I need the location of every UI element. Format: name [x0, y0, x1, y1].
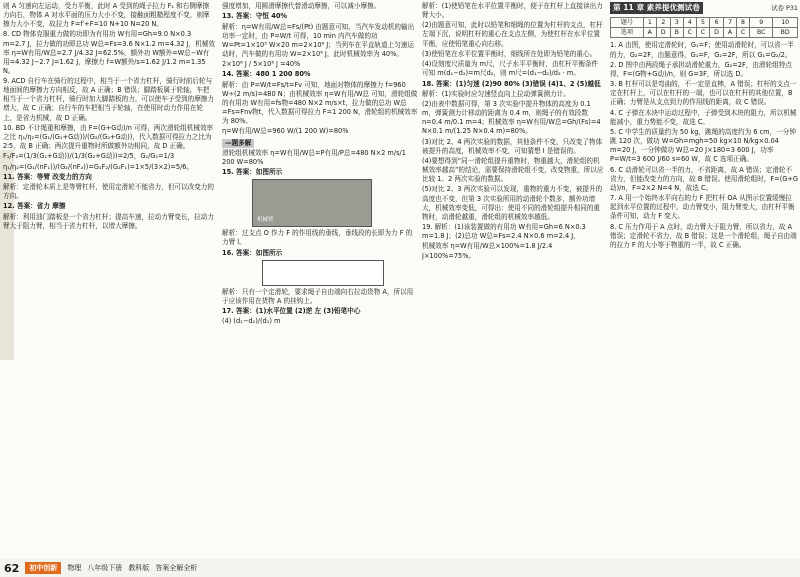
formula: 滑轮组机械效率 η=W有用/W总=P有用/P总=480 N×2 m/s/1 200 W=80%	[222, 148, 406, 166]
paragraph: (2)由题意可知，此时以铅笔和细绳的位置为杠杆的支点，杠杆左端下沉，说明杠杆的重心在支点左侧，为使杠杆在水平位置平衡，应使铅笔重心向右移。	[422, 21, 603, 48]
table-row	[611, 28, 798, 38]
paragraph: 5. C 中学生的质量约为 50 kg，跳绳的高度约为 6 cm，一分钟跳 120 次，做功 W=Gh=mgh=50 kg×10 N/kg×0.04 m=20 J，一分钟做功 W总=20 J×180=3 600 J，功率 P=W/t=3 600 J/60 s=60 W，故 C 选项正确。	[610, 128, 796, 164]
paragraph: 1. A 由图，使用定滑轮时，G₁=F；使用动滑轮时，可以省一半的力，G₂=2F，由题意得，G₁=F，G₂=2F，所以 G₁=G₂/2。	[610, 41, 794, 59]
table-cell: 10	[773, 18, 798, 28]
paragraph: 强度增加，用圆滑摩擦代替滑动摩擦，可以减小摩擦。	[222, 2, 381, 10]
answer-line: 17. 答案：(1)水平位置 (2)逆 左 (3)铅笔中心	[222, 307, 361, 316]
paragraph: 4. C 子弹在木块中运动过程中，子弹受到木块的阻力，所以机械能减小，重力势能不变，故选 C。	[610, 108, 797, 126]
paragraph: 解析：η=W有用/W总=Fs/(Pt) 由题意可知，当汽车发动机的输出功率一定时，由 P=W/t 可得，10 min 内汽车做的功 W=Pt=1×10⁵ W×20 m=2×10⁶ J；当列车在平直轨道上匀速运动时，汽车做的有用功 W=2×10⁶ J，此时机械效率为 40%。	[222, 22, 415, 58]
table-cell: 6	[709, 18, 723, 28]
paragraph: 8. C 压力作用于 A 点时，动力臂大于阻力臂，所以省力，故 A 错误；定滑轮不省力，故 B 错误；这是一个滑轮组，绳子自由端的拉力 F 的大小等于物重的一半，故 C 正确。	[610, 222, 797, 249]
answer-table	[610, 17, 798, 38]
paragraph: (4)设刻度尺质量为 m尺，尺子水平平衡时，由杠杆平衡条件可知 m(d₁−d₂)=m尺d₂，则 m尺=(d₁−d₂)/d₂ · m。	[422, 60, 599, 78]
grade-label: 八年级下册	[87, 564, 123, 572]
table-cell: D	[709, 28, 723, 38]
table-cell: C	[736, 28, 749, 38]
paragraph: 解析：过支点 O 作力 F 的作用线的垂线，垂线段的长即为力 F 的力臂 l。	[222, 229, 413, 247]
paragraph: 6. C 动滑轮可以省一半的力，不省距离，故 A 错误；定滑轮不省力，但能改变力的方向，故 B 错误。使用滑轮组时，F=(G+G动)/n，F=2×2 N=4 N，故选 C。	[610, 165, 798, 192]
column-4	[610, 2, 798, 544]
answer-line: 14. 答案：480 1 200 80%	[222, 70, 311, 79]
subject-label: 物理	[67, 564, 82, 572]
mechanical-arm-figure	[252, 179, 372, 227]
paragraph: (4)要想得到“同一滑轮组提升重物时，物重越大，滑轮组的机械效率越高”的结论，需要保持滑轮组不变，改变物重，所以应比较 1、2 两次实验的数据。	[422, 157, 604, 184]
chapter-title: 第 11 章 素养提优测试卷	[610, 2, 703, 14]
paragraph: (3)使铅笔在水平位置平衡时，细线所在处即为铅笔的重心。	[422, 49, 597, 58]
column-2	[222, 2, 418, 544]
paragraph: (5)对比 2、3 两次实验可以发现，重物的重力不变，被提升的高度也不变，但第 3 次实验所用的动滑轮个数多，额外功增大，机械效率变低，可得出：使用不同的滑轮组提升相同的重物时，动滑轮越重，滑轮组的机械效率越低。	[422, 185, 603, 221]
paragraph: 3. B 杠杆可以是弯曲的，不一定是直棒，A 错误；杠杆的支点一定在杠杆上，可以在杠杆的一端，也可以在杠杆的其他位置，B 正确；力臂是从支点到力的作用线的距离，故 C 错误。	[610, 80, 797, 107]
paragraph: 解析：定滑轮本质上是等臂杠杆，使用定滑轮不能省力，但可以改变力的方向。	[3, 183, 214, 201]
answer-line: 13. 答案：守恒 40%	[222, 12, 288, 21]
table-cell: B	[670, 28, 683, 38]
table-cell: A	[724, 28, 737, 38]
paragraph: 10. BD 不计绳重和摩擦，由 F=(G+G动)/n 可得，两次滑轮组机械效率之比 η₁/η₂=(G₁/(G₁+G动))/(G₂/(G₂+G动))，代入数据可得拉力之比为 2∶5，故 B 正确；两次提升重物时所做额外功相同，故 D 正确。	[3, 123, 214, 150]
table-cell: 5	[696, 18, 709, 28]
page-footer	[0, 559, 800, 577]
table-cell: 选项	[611, 28, 644, 38]
paragraph: 9. ACD 自行车在骑行的过程中，相当于一个省力杠杆，骑行时前后轮与地面间的摩擦力方向相反，故 A 正确；B 错误；脚踏板属于轮轴，车把相当于一个省力杠杆，骑行时加大脚踏板的力，可以使车子受到的摩擦力增大，故 C 正确；自行车的车把相当于轮轴，在使用时动力作用在轮上，是省力机械，故 D 正确。	[3, 77, 214, 122]
paragraph: 7. A 用一个始终水平向右的力 F 把杠杆 OA 从图示位置缓慢拉起到水平位置的过程中，动力臂变小，阻力臂变大，由杠杆平衡条件可知，动力 F 变大。	[610, 194, 795, 221]
table-cell: C	[683, 28, 696, 38]
table-cell: 2	[656, 18, 670, 28]
edition-label: 教科版	[128, 564, 150, 572]
paragraph: 8. CD 物体克服重力做的功即为有用功 W有用=Gh=9.0 N×0.3 m=2.7 J，拉力做的功即总功 W总=Fs=3.6 N×1.2 m=4.32 J，机械效率 η=W有用/W总=2.7 J/4.32 J=62.5%，额外功 W额外=W总−W有用=4.32 J−2.7 J=1.62 J，摩擦力 f=W额外/s=1.62 J/1.2 m=1.35 N。	[3, 30, 215, 75]
table-cell: 1	[643, 18, 656, 28]
figure-label: 机械臂	[257, 216, 274, 223]
paragraph: 解析：(1)实验时应匀速竖直向上拉动弹簧测力计。	[422, 89, 570, 98]
paragraph: 解析：(1)使铅笔在水平位置平衡时，便于在杠杆上直接读出力臂大小。	[422, 2, 603, 20]
chapter-header	[610, 2, 798, 14]
brand-label: 初中创新	[25, 562, 61, 574]
table-cell: 题号	[611, 18, 644, 28]
table-cell: 8	[736, 18, 749, 28]
table-cell: BD	[773, 28, 798, 38]
paragraph: 解析：利用油门踏板是一个省力杠杆；提高车速，拉动力臂变长，拉动力臂大于阻力臂，相当于省力杠杆，以增大摩擦。	[3, 212, 214, 230]
column-1	[3, 2, 215, 544]
paragraph: (3)对比 2、4 两次实验的数据，其他条件不变，只改变了物体被提升的高度，机械效率不变，可知猜想 I 是错误的。	[422, 137, 603, 155]
table-cell: 9	[750, 18, 773, 28]
table-cell: 3	[670, 18, 683, 28]
table-cell: C	[696, 28, 709, 38]
paragraph: 解析：只有一个定滑轮，要求绳子自由端向右拉动货物 A，所以用于应该作用在货物 A 的挂钩上。	[222, 287, 414, 305]
formula: 2×10⁶ J / 5×10⁶ J =40%	[222, 60, 301, 69]
answer-label: 答案全解全析	[155, 564, 198, 572]
table-cell: D	[656, 28, 670, 38]
formula: (4) (d₁−d₂)/(d₁) m	[222, 317, 281, 326]
paragraph: (2)由表中数据可得，第 3 次实验中提升物体的高度为 0.1 m，弹簧测力计移动的距离为 0.4 m，则绳子的有效段数 n=0.4 m/0.1 m=4；机械效率 η=W有用/W总=Gh/(Fs)=4 N×0.1 m/(1.25 N×0.4 m)=80%。	[422, 100, 601, 136]
pulley-diagram	[262, 260, 384, 286]
table-cell: BC	[750, 28, 773, 38]
answer-line: 11. 答案：等臂 改变力的方向	[3, 172, 92, 181]
formula: F₁/F₂=(1/3(G₁+G动))/(1/3(G₂+G动))=2/5，G₁/G₂=1/3	[3, 152, 175, 161]
paragraph: 解析：由 P=W/t=Fs/t=Fv 可知，地面对物体的摩擦力 f=960 W÷(2 m/s)=480 N；由机械效率 η=W有用/W总 可知，滑轮组做的有用功 W有用=fs物=480 N×2 m/s×t，拉力做的总功 W总=Fs=Fnv物t，代入数据可得拉力 F=1 200 N，滑轮组的机械效率为 80%。	[222, 80, 418, 126]
column-3	[422, 2, 604, 544]
table-cell: 7	[724, 18, 737, 28]
table-cell: A	[643, 28, 656, 38]
paragraph: 2. D 图中由两段绳子承担动滑轮重力，G₂=2F，由滑轮组特点得，F=(G物+G动)/n，则 G=3F，所以选 D。	[610, 60, 792, 78]
test-paper-reference: 试卷 P31	[771, 3, 798, 12]
paragraph: 则 A 匀速向左运动，受力平衡，此时 A 受到的绳子拉力 F₁ 和右侧摩擦力向右，物体 A 对水平面的压力大小不变，接触面粗糙程度不变，则摩擦力大小不变，故拉力 F=f′+F=10 N+10 N=20 N。	[3, 2, 210, 29]
paragraph: 19. 解析：(1)该装置做的有用功 W有用=Gh=6 N×0.3 m=1.8 J；(2)总功 W总=Fs=2.4 N×0.6 m=2.4 J，	[422, 223, 586, 241]
one-question-many-solutions-tag: —题多解	[222, 139, 254, 148]
table-row	[611, 18, 798, 28]
table-cell: 4	[683, 18, 696, 28]
answer-line: 16. 答案：如图所示	[222, 248, 283, 257]
page-number: 62	[4, 561, 20, 575]
formula: 机械效率 η=W有用/W总×100%=1.8 J/2.4 J×100%=75%。	[422, 242, 553, 260]
answer-line: 18. 答案：(1)匀速 (2)90 80% (3)错误 (4)1、2 (5)越低	[422, 79, 601, 88]
formula: η=W有用/W总=960 W/(1 200 W)=80%	[222, 127, 349, 136]
answer-line: 15. 答案：如图所示	[222, 168, 283, 177]
formula: η₁/η₂=(G₁/(nF₁))/(G₂/(nF₂))=G₁F₂/(G₂F₁)=1×5/(3×2)=5/6。	[3, 162, 194, 171]
answer-line: 12. 答案：省力 摩擦	[3, 202, 66, 211]
